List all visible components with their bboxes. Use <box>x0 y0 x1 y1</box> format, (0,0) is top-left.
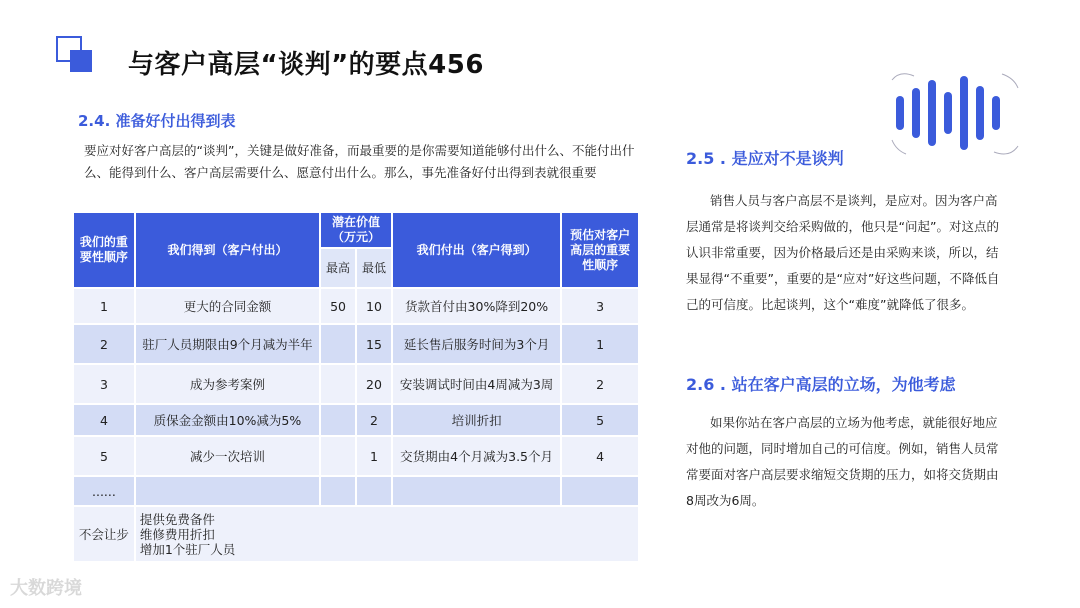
header-min: 最低 <box>356 248 392 288</box>
cell-max <box>320 476 356 506</box>
cell-give: 货款首付由30%降到20% <box>392 288 561 324</box>
watermark-logo-icon <box>10 574 82 600</box>
cell-client: 5 <box>561 404 639 436</box>
header-potential-value: 潜在价值（万元） <box>320 212 392 248</box>
table-row-no-concession <box>73 506 639 562</box>
header-max: 最高 <box>320 248 356 288</box>
header-client-order: 预估对客户高层的重要性顺序 <box>561 212 639 288</box>
cell-client: 1 <box>561 324 639 364</box>
section-2-6-heading: 2.6 . 站在客户高层的立场，为他考虑 <box>686 375 956 394</box>
header-we-give: 我们付出（客户得到） <box>392 212 561 288</box>
cell-no-concession-items <box>135 506 639 562</box>
cell-min: 10 <box>356 288 392 324</box>
section-2-6-body: 如果你站在客户高层的立场为他考虑，就能很好地应对他的问题，同时增加自己的可信度。例如，销售人员常常要面对客户高层要求缩短交货期的压力，如将交货期由8周改为6周。 <box>686 415 999 508</box>
no-concession-item: 提供免费备件 <box>139 511 215 527</box>
cell-max <box>320 436 356 476</box>
watermark-text: 大数跨境 <box>10 578 82 599</box>
cell-client: 2 <box>561 364 639 404</box>
cell-order: 5 <box>73 436 135 476</box>
table-row <box>73 288 639 324</box>
cell-order: 4 <box>73 404 135 436</box>
cell-give: 延长售后服务时间为3个月 <box>392 324 561 364</box>
cell-give <box>392 476 561 506</box>
cell-get: 成为参考案例 <box>135 364 320 404</box>
cell-min: 20 <box>356 364 392 404</box>
table-row <box>73 436 639 476</box>
cell-order: 3 <box>73 364 135 404</box>
cell-give: 培训折扣 <box>392 404 561 436</box>
cell-max <box>320 364 356 404</box>
square-logo-icon <box>56 36 94 74</box>
no-concession-item: 维修费用折扣 <box>139 526 215 542</box>
cell-client <box>561 476 639 506</box>
cell-order: ...... <box>73 476 135 506</box>
table-row <box>73 324 639 364</box>
cell-max <box>320 324 356 364</box>
table-row <box>73 364 639 404</box>
cell-min: 1 <box>356 436 392 476</box>
page-title: 与客户高层“谈判”的要点456 <box>128 50 484 80</box>
table-row <box>73 404 639 436</box>
table-row <box>73 476 639 506</box>
cell-min: 2 <box>356 404 392 436</box>
header-our-order: 我们的重要性顺序 <box>73 212 135 288</box>
cell-min: 15 <box>356 324 392 364</box>
cell-get: 减少一次培训 <box>135 436 320 476</box>
section-2-5-body: 销售人员与客户高层不是谈判，是应对。因为客户高层通常是将谈判交给采购做的，他只是“问起”。对这点的认识非常重要，因为价格最后还是由采购来谈，所以，结果显得“不重要”，重要的是“应对”好这些问题，不降低自己的可信度。比起谈判，这个“难度”就降低了很多。 <box>686 193 1000 312</box>
cell-order: 1 <box>73 288 135 324</box>
cell-max <box>320 404 356 436</box>
no-concession-item: 增加1个驻厂人员 <box>139 541 236 557</box>
give-get-table <box>72 211 640 563</box>
cell-order: 2 <box>73 324 135 364</box>
cell-no-concession-label: 不会让步 <box>73 506 135 562</box>
cell-get: 更大的合同金额 <box>135 288 320 324</box>
cell-min <box>356 476 392 506</box>
section-2-5-heading: 2.5 . 是应对不是谈判 <box>686 149 844 168</box>
cell-client: 3 <box>561 288 639 324</box>
cell-max: 50 <box>320 288 356 324</box>
section-2-4-heading: 2.4. 准备好付出得到表 <box>78 112 236 130</box>
cell-client: 4 <box>561 436 639 476</box>
cell-get: 质保金金额由10%减为5% <box>135 404 320 436</box>
cell-get: 驻厂人员期限由9个月减为半年 <box>135 324 320 364</box>
cell-get <box>135 476 320 506</box>
cell-give: 安装调试时间由4周减为3周 <box>392 364 561 404</box>
section-2-4-intro: 要应对好客户高层的“谈判”，关键是做好准备，而最重要的是你需要知道能够付出什么、不能付出什么、能得到什么、客户高层需要什么、愿意付出什么。那么，事先准备好付出得到表就很重要 <box>84 143 635 180</box>
sound-wave-icon <box>886 66 1026 161</box>
header-we-get: 我们得到（客户付出） <box>135 212 320 288</box>
cell-give: 交货期由4个月减为3.5个月 <box>392 436 561 476</box>
